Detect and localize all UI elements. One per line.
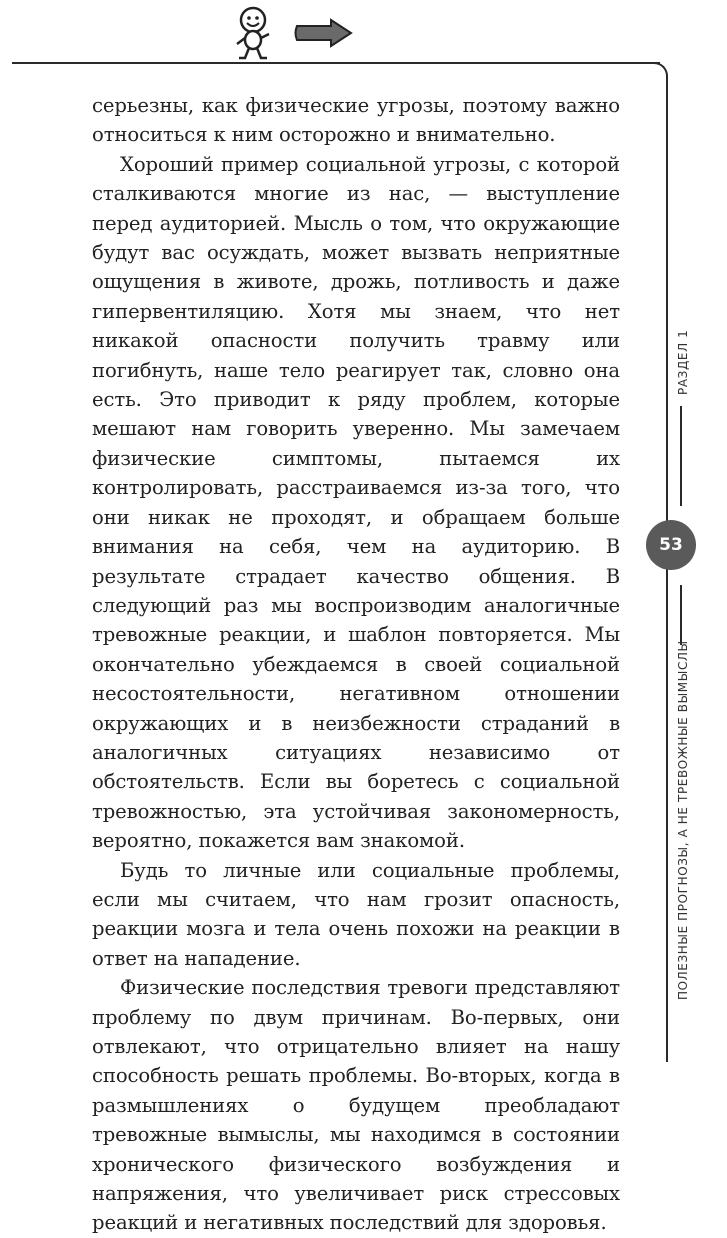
page-number-badge: 53 (646, 520, 696, 570)
paragraph: Хороший пример социальной угрозы, с которой сталкиваются многие из нас, — выступление перед аудиторией. Мысль о том, что окружающие будут вас осуждать, может вызвать неприятные ощущения в животе, дрожь, потливость и даже гипервентиляцию. Хотя мы знаем, что нет никакой опасности получить травму или погибнуть, наше тело реагирует так, словно она есть. Это приводит к ряду проблем, которые мешают нам говорить уверенно. Мы замечаем физические симптомы, пытаемся их контролировать, расстраиваемся из-за того, что они никак не проходят, и обращаем больше внимания на себя, чем на аудиторию. В результате страдает качество общения. В следующий раз мы воспроизводим аналогичные тревожные реакции, и шаблон повторяется. Мы окончательно убеждаемся в своей социальной несостоятельности, негативном отношении окружающих и в неизбежности страданий в аналогичных ситуациях независимо от обстоятельств. Если вы боретесь с социальной тревожностью, эта устойчивая закономерность, вероятно, покажется вам знакомой. (92, 152, 620, 853)
margin-rule (680, 585, 682, 645)
margin-rule (680, 406, 682, 506)
page-frame-top-rule (12, 62, 660, 64)
paragraph: Будь то личные или социальные проблемы, если мы считаем, что нам грозит опасность, реакции мозга и тела очень похожи на реакции в ответ на нападение. (92, 858, 620, 970)
running-header-section: РАЗДЕЛ 1 (676, 329, 690, 395)
paragraph: серьезны, как физические угрозы, поэтому важно относиться к ним осторожно и внимательно. (92, 94, 620, 147)
running-header-chapter: ПОЛЕЗНЫЕ ПРОГНОЗЫ, А НЕ ТРЕВОЖНЫЕ ВЫМЫСЛЫ (676, 640, 690, 1000)
paragraph: Физические последствия тревоги представляют проблему по двум причинам. Во-первых, они отвлекают, что отрицательно влияет на нашу способность решать проблемы. Во-вторых, когда в размышлениях о будущем преобладают тревожные вымыслы, мы находимся в состоянии хронического физического возбуждения и напряжения, что увеличивает риск стрессовых реакций и негативных последствий для здоровья. (92, 976, 620, 1235)
body-text (92, 91, 620, 1238)
pointing-hand-arrow-icon (293, 18, 355, 48)
mascot-figure-icon (225, 4, 281, 62)
